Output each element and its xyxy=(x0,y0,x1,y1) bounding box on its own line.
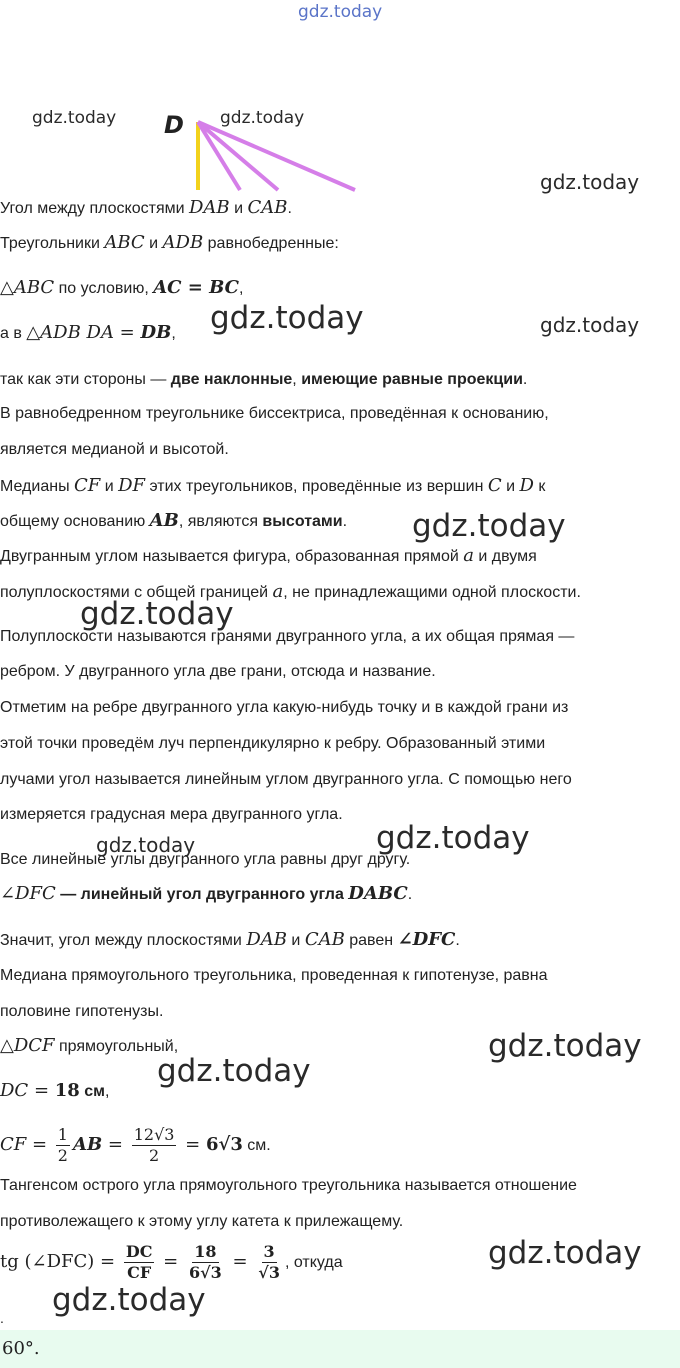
answer-value: 60°. xyxy=(2,1338,40,1359)
text-line-3: △ABC по условию, AC = BC, xyxy=(0,277,244,298)
watermark: gdz.today xyxy=(488,1028,642,1064)
watermark: gdz.today xyxy=(488,1235,642,1271)
geometry-figure xyxy=(160,100,360,192)
stray-dot: . xyxy=(0,1310,4,1326)
edge-df xyxy=(198,122,278,190)
watermark: gdz.today xyxy=(210,300,364,336)
text-line-16: лучами угол называется линейным углом двугранного угла. С помощью него xyxy=(0,771,572,788)
text-line-1: Угол между плоскостями DAB и CAB. xyxy=(0,197,292,218)
text-line-13: ребром. У двугранного угла две грани, отсюда и название. xyxy=(0,663,436,680)
text-line-9: общему основанию AB, являются высотами. xyxy=(0,510,348,531)
text-line-17: измеряется градусная мера двугранного угла. xyxy=(0,806,343,823)
vertex-label-d: D xyxy=(164,111,184,139)
text-line-18: Все линейные углы двугранного угла равны друг другу. xyxy=(0,851,411,868)
text-line-2: Треугольники ABC и ADB равнобедренные: xyxy=(0,232,339,253)
watermark: gdz.today xyxy=(96,833,196,857)
text-line-10: Двугранным углом называется фигура, образованная прямой a и двумя xyxy=(0,545,537,566)
watermark: gdz.today xyxy=(52,1282,206,1318)
text-line-21: Медиана прямоугольного треугольника, проведенная к гипотенузе, равна xyxy=(0,967,548,984)
watermark: gdz.today xyxy=(412,508,566,544)
text-line-14: Отметим на ребре двугранного угла какую-нибудь точку и в каждой грани из xyxy=(0,699,569,716)
text-line-27: противолежащего к этому углу катета к прилежащему. xyxy=(0,1213,404,1230)
formula-tg: tg (∠DFC) = $\frac{DC}{CF}$ = $\frac{18}{6√3}$ = $\frac{3}{√3}$ , откуда xyxy=(0,1242,343,1283)
text-line-20: Значит, угол между плоскостями DAB и CAB равен ∠DFC. xyxy=(0,929,460,950)
text-line-5: так как эти стороны — две наклонные, имеющие равные проекции. xyxy=(0,371,528,388)
watermark: gdz.today xyxy=(540,313,640,337)
text-line-7: является медианой и высотой. xyxy=(0,441,229,458)
text-line-22: половине гипотенузы. xyxy=(0,1003,164,1020)
text-line-23: △DCF прямоугольный, xyxy=(0,1035,179,1056)
watermark: gdz.today xyxy=(220,108,305,128)
text-line-12: Полуплоскости называются гранями двугранного угла, а их общая прямая — xyxy=(0,628,575,645)
watermark: gdz.today xyxy=(540,170,640,194)
answer-box xyxy=(0,1330,680,1368)
watermark: gdz.today xyxy=(157,1053,311,1089)
watermark: gdz.today xyxy=(32,108,117,128)
text-line-4: а в △ADB DA = DB, xyxy=(0,322,176,343)
text-line-6: В равнобедренном треугольнике биссектриса, проведённая к основанию, xyxy=(0,405,549,422)
watermark: gdz.today xyxy=(298,2,383,22)
text-line-19: ∠DFC — линейный угол двугранного угла DABC. xyxy=(0,883,413,904)
watermark: gdz.today xyxy=(80,596,234,632)
text-line-15: этой точки проведём луч перпендикулярно к ребру. Образованный этими xyxy=(0,735,546,752)
edge-db xyxy=(198,122,355,190)
text-line-26: Тангенсом острого угла прямоугольного треугольника называется отношение xyxy=(0,1177,577,1194)
text-line-11: полуплоскостями с общей границей a, не принадлежащими одной плоскости. xyxy=(0,581,581,602)
text-line-24: DC = 18 см, xyxy=(0,1080,110,1101)
text-line-8: Медианы CF и DF этих треугольников, проведённые из вершин C и D к xyxy=(0,475,546,496)
watermark: gdz.today xyxy=(376,820,530,856)
formula-cf: CF = $\frac{1}{2}$ AB = $\frac{12√3}{2}$ = 6√3 см. xyxy=(0,1125,271,1166)
